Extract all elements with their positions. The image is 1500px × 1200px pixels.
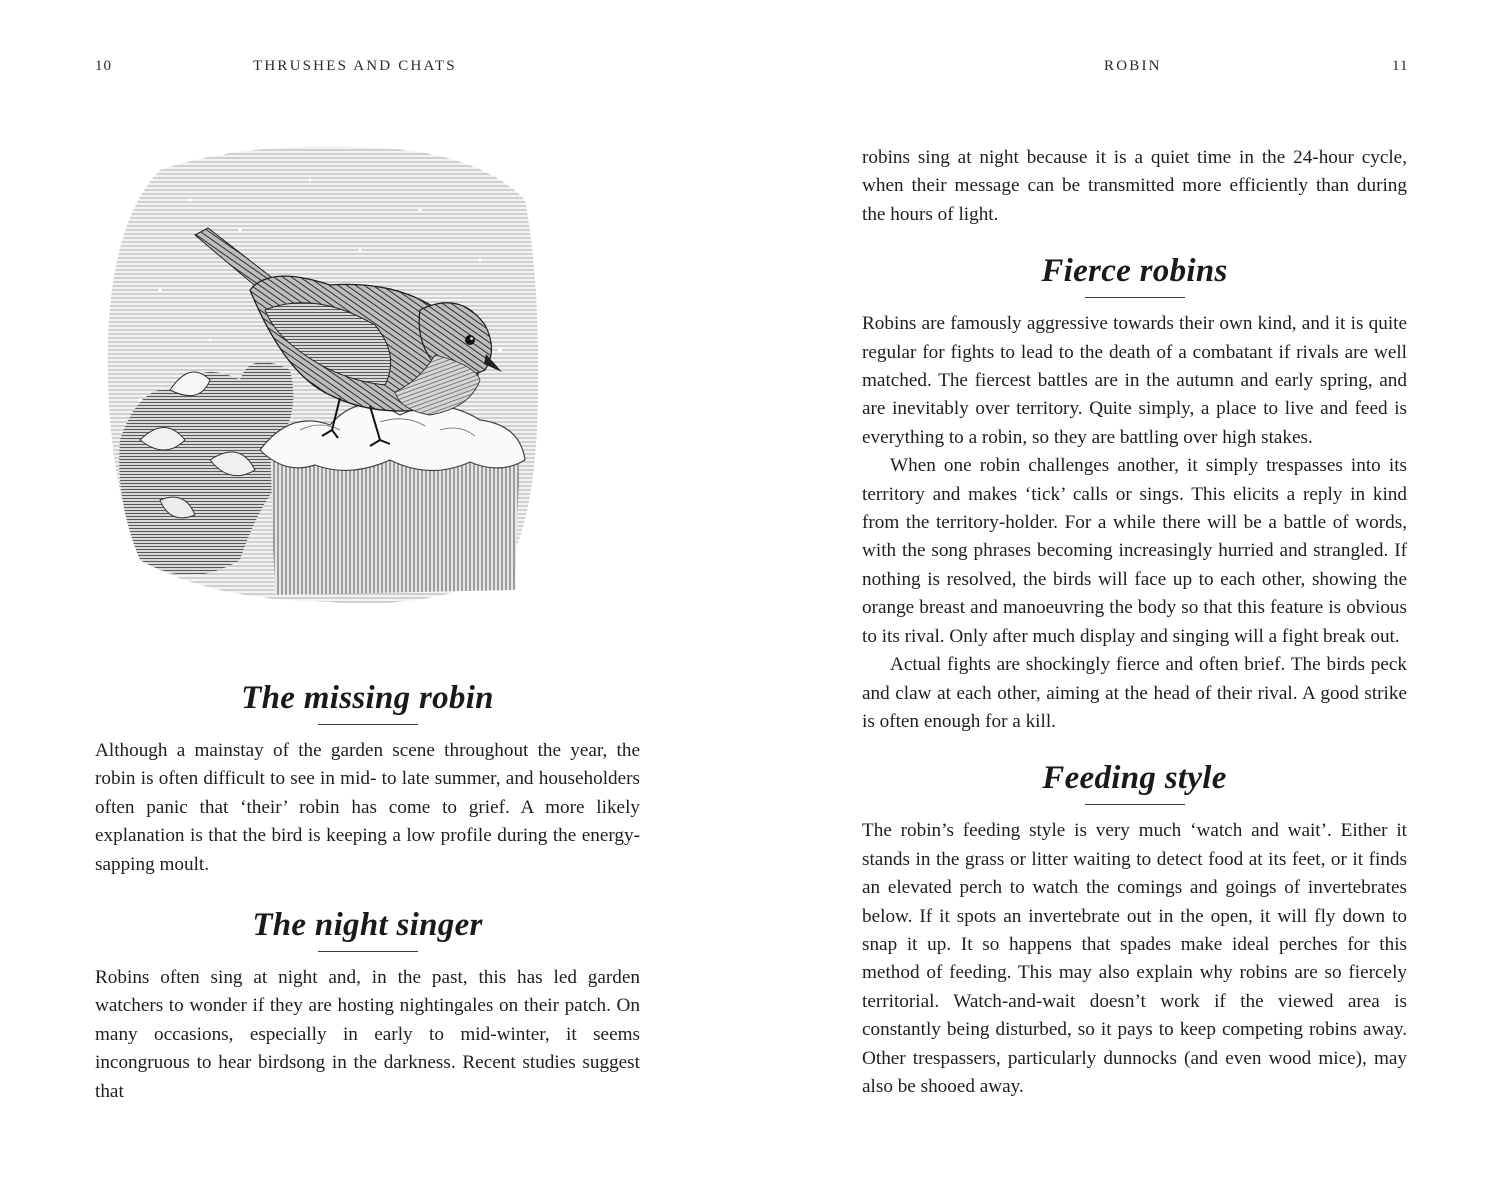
left-running-head: THRUSHES AND CHATS xyxy=(253,58,457,74)
robin-engraving-icon xyxy=(100,140,540,610)
section-heading-missing-robin: The missing robin xyxy=(241,680,494,716)
paragraph-fierce-robins-3: Actual fights are shockingly fierce and often brief. The birds peck and claw at each other, aiming at the head of their rival. A good strike is often enough for a kill. xyxy=(862,654,1407,732)
left-folio: 10 xyxy=(95,58,112,74)
section-heading-night-singer: The night singer xyxy=(252,907,483,944)
heading-rule xyxy=(318,724,418,725)
paragraph-fierce-robins-2: When one robin challenges another, it simply trespasses into its territory and makes ‘tick’ calls or sings. This elicits a reply in kind from the territory-holder. For a while there will be a battle of words, with the song phrases becoming increasingly hurried and strangled. If nothing is resolved, the birds will face up to each other, showing the orange breast and manoeuvring the body so that this feature is obvious to its rival. Only after much display and singing will a fight break out. xyxy=(862,455,1407,647)
heading-rule xyxy=(1085,804,1185,805)
right-folio: 11 xyxy=(1392,58,1409,74)
right-running-head: ROBIN xyxy=(1104,58,1162,74)
right-page xyxy=(750,0,1500,1200)
paragraph-continuation: robins sing at night because it is a quiet time in the 24-hour cycle, when their message can be transmitted more efficiently than during the hours of light. xyxy=(862,147,1407,225)
paragraph-feeding-style: The robin’s feeding style is very much ‘watch and wait’. Either it stands in the grass or litter waiting to detect food at its feet, or it finds an elevated perch to watch the comings and goings of invertebrates below. If it spots an invertebrate out in the open, it will fly down to snap it up. It so happens that spades make ideal perches for this method of feeding. This may also explain why robins are so fiercely territorial. Watch-and-wait doesn’t work if the viewed area is constantly being disturbed, so it pays to keep competing robins away. Other trespassers, particularly dunnocks (and even wood mice), may also be shooed away. xyxy=(862,820,1407,1097)
heading-rule xyxy=(1085,297,1185,298)
right-text-column xyxy=(862,144,1407,1101)
paragraph-night-singer: Robins often sing at night and, in the past, this has led garden watchers to wonder if they are hosting nightingales on their patch. On many occasions, especially in early to mid-winter, it seems incongruous to hear birdsong in the darkness. Recent studies suggest that xyxy=(95,967,640,1102)
heading-rule xyxy=(318,951,418,952)
paragraph-fierce-robins-1: Robins are famously aggressive towards their own kind, and it is quite regular for fights to lead to the death of a combatant if rivals are well matched. The fiercest battles are in the autumn and early spring, and are inevitably over territory. Quite simply, a place to live and feed is everything to a robin, so they are battling over high stakes. xyxy=(862,313,1407,448)
section-heading-fierce-robins: Fierce robins xyxy=(1041,253,1228,290)
paragraph-missing-robin: Although a mainstay of the garden scene throughout the year, the robin is often difficult to see in mid- to late summer, and householders often panic that ‘their’ robin has come to grief. A more likely explanation is that the bird is keeping a low profile during the energy-sapping moult. xyxy=(95,740,640,875)
left-text-column xyxy=(95,678,640,1106)
section-heading-feeding-style: Feeding style xyxy=(1042,760,1227,797)
